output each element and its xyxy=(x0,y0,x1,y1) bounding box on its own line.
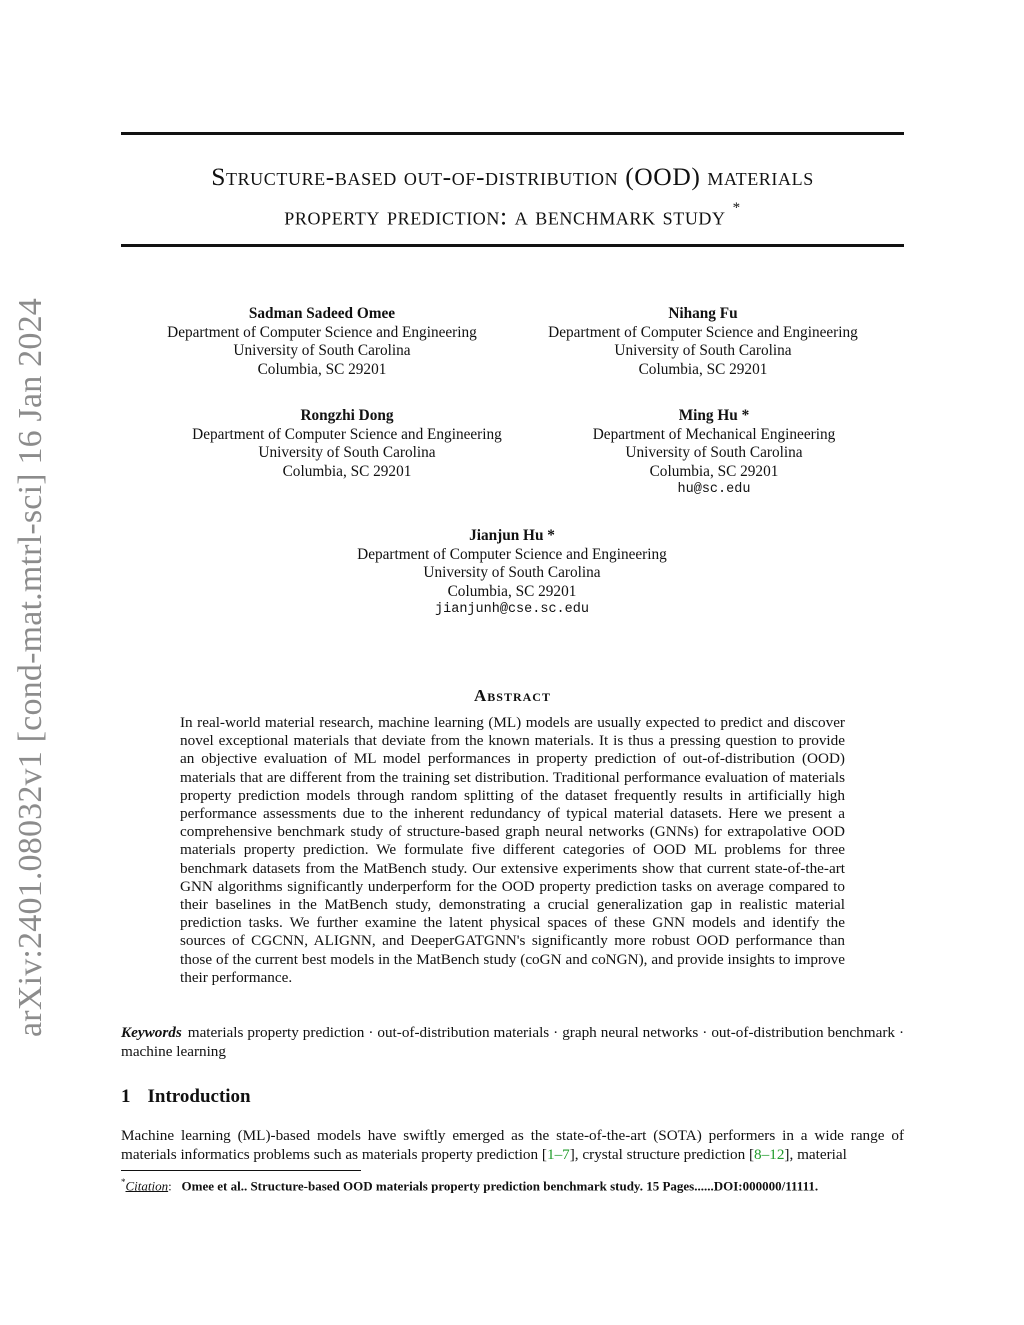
citation-link[interactable]: 8–12 xyxy=(754,1145,785,1163)
title-rule-top xyxy=(121,132,904,135)
author-department: Department of Computer Science and Engineering xyxy=(357,545,667,563)
author-block-4 xyxy=(513,407,915,500)
author-department: Department of Computer Science and Engineering xyxy=(192,425,502,443)
footnote: *Citation: Omee et al.. Structure-based OOD materials property prediction benchmark study. 15 Pages......DOI:000000/11111. xyxy=(121,1177,819,1194)
author-university: University of South Carolina xyxy=(423,564,601,581)
keywords-paragraph xyxy=(121,1024,904,1061)
abstract-heading: Abstract xyxy=(474,686,551,705)
section-title: Introduction xyxy=(147,1086,251,1107)
author-name: Jianjun Hu * xyxy=(469,527,555,544)
footnote-rule xyxy=(121,1170,361,1171)
title-line-2: property prediction: a benchmark study xyxy=(284,201,726,231)
author-email-link[interactable]: hu@sc.edu xyxy=(677,482,751,497)
author-university: University of South Carolina xyxy=(258,444,436,461)
title-line-1: Structure-based out-of-distribution (OOD) materials xyxy=(211,162,814,191)
author-name: Ming Hu * xyxy=(678,407,750,424)
intro-text-end: ], material xyxy=(784,1145,847,1163)
section-heading-introduction xyxy=(121,1086,251,1108)
author-university: University of South Carolina xyxy=(614,342,792,359)
author-city: Columbia, SC 29201 xyxy=(649,462,779,480)
paper-title xyxy=(121,160,904,234)
footnote-text: Omee et al.. Structure-based OOD materials property prediction benchmark study. 15 Pages......DOI:000000/11111. xyxy=(181,1178,819,1194)
author-department: Department of Computer Science and Engineering xyxy=(548,323,858,341)
arxiv-identifier: arXiv:2401.08032v1 [cond-mat.mtrl-sci] 16 Jan 2024 xyxy=(12,298,49,1037)
author-department: Department of Computer Science and Engineering xyxy=(167,323,477,341)
author-university: University of South Carolina xyxy=(625,444,803,461)
keywords-text: materials property prediction · out-of-distribution materials · graph neural networks · out-of-distribution benchmark · machine learning xyxy=(121,1024,904,1060)
intro-text-mid: ], crystal structure prediction [ xyxy=(569,1145,755,1163)
footnote-label-link[interactable]: Citation xyxy=(125,1178,169,1194)
author-city: Columbia, SC 29201 xyxy=(282,462,412,480)
abstract-text: In real-world material research, machine learning (ML) models are usually expected to predict and discover novel exceptional materials that deviate from the known materials. It is thus a pressing question to provide an objective evaluation of ML model performances in property prediction of out-of-distribution (OOD) materials that are different from the training set distribution. Traditional performance evaluation of materials property prediction models through random splitting of the dataset frequently results in artificially high performance assessments due to the inherent redundancy of typical material datasets. Here we present a comprehensive benchmark study of structure-based graph neural networks (GNNs) for extrapolative OOD materials property prediction. We formulate five different categories of OOD ML problems for three benchmark datasets from the MatBench study. Our extensive experiments show that current state-of-the-art GNN algorithms significantly underperform for the OOD property prediction tasks on average compared to their baselines in the MatBench study, demonstrating a crucial generalization gap in realistic material prediction tasks. We further examine the latent physical spaces of these GNN models and identify the sources of CGCNN, ALIGNN, and DeeperGATGNN's significantly more robust OOD performance than those of the current best models in the MatBench study (coGN and coNGN), and provide insights to improve their performance. xyxy=(180,714,845,986)
title-rule-bottom xyxy=(121,244,904,247)
citation-link[interactable]: 1–7 xyxy=(546,1145,570,1163)
author-university: University of South Carolina xyxy=(233,342,411,359)
section-number: 1 xyxy=(121,1086,131,1107)
footnote-mark: * xyxy=(121,1177,126,1187)
author-city: Columbia, SC 29201 xyxy=(447,582,577,600)
author-name: Rongzhi Dong xyxy=(300,407,394,424)
author-block-2 xyxy=(502,305,904,379)
author-block-1 xyxy=(121,305,523,379)
author-city: Columbia, SC 29201 xyxy=(257,360,387,378)
title-footnote-mark: * xyxy=(732,200,741,216)
author-name: Sadman Sadeed Omee xyxy=(248,305,396,322)
author-block-5 xyxy=(311,527,713,620)
author-block-3 xyxy=(146,407,548,481)
author-email-link[interactable]: jianjunh@cse.sc.edu xyxy=(435,602,589,617)
intro-text-start: Machine learning (ML)-based models have swiftly emerged as the state-of-the-art (SOTA) performers in a wide range of materials informatics problems such as materials property prediction [ xyxy=(121,1127,904,1163)
keywords-label: Keywords xyxy=(121,1024,182,1041)
author-department: Department of Mechanical Engineering xyxy=(592,425,836,443)
author-name: Nihang Fu xyxy=(668,305,738,322)
author-city: Columbia, SC 29201 xyxy=(638,360,768,378)
introduction-paragraph xyxy=(121,1127,904,1164)
